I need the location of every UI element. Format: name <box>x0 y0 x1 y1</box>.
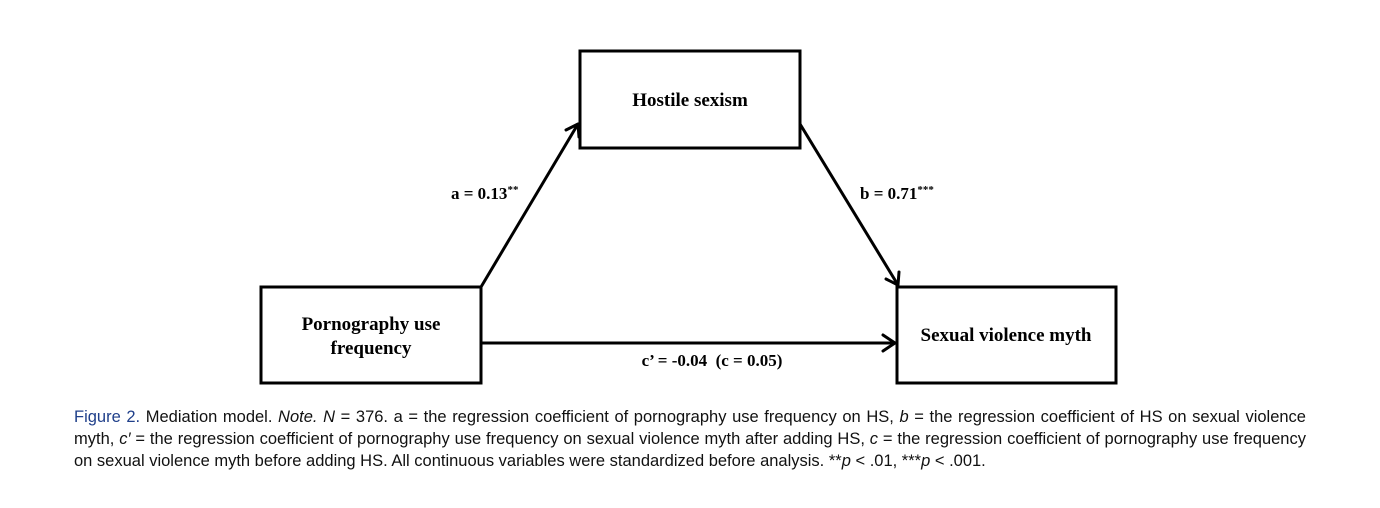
path-a-arrow <box>481 124 579 287</box>
caption-text-4: = the regression coefficient of HS on sexual violence myth, <box>74 408 1306 448</box>
node-sexual-violence-myth-label: Sexual violence myth <box>920 325 1092 346</box>
figure-caption <box>74 406 1306 472</box>
caption-c-prime-symbol: c′ <box>119 430 131 448</box>
caption-p-symbol-1: p <box>841 452 851 470</box>
node-sexual-violence-myth <box>897 287 1116 383</box>
caption-text-1: Mediation model. <box>140 408 279 426</box>
node-pornography-use-frequency <box>261 287 481 383</box>
path-b-arrow <box>800 124 899 285</box>
path-c-prime-arrow <box>481 335 895 351</box>
path-b-label <box>860 184 934 203</box>
node-pornography-label-line1: Pornography use <box>301 314 441 335</box>
caption-n-symbol: N <box>323 408 336 426</box>
path-b-significance: *** <box>917 184 934 196</box>
caption-text-7: < .01, *** <box>850 452 922 470</box>
figure-label: Figure 2. <box>74 408 141 426</box>
path-a-significance: ** <box>507 184 519 196</box>
path-a-value: a = 0.13 <box>451 184 508 203</box>
path-c-prime-label: c’ = -0.04 (c = 0.05) <box>641 351 783 370</box>
caption-text-5: = the regression coefficient of pornography use frequency on sexual violence myth after adding HS, <box>130 430 870 448</box>
path-b-value: b = 0.71 <box>860 184 918 203</box>
path-a-label <box>451 184 519 203</box>
caption-text-8: < .001. <box>930 452 986 470</box>
node-hostile-sexism <box>580 51 800 148</box>
node-pornography-label-line2: frequency <box>330 338 412 359</box>
caption-text-3: = 376. a = the regression coefficient of pornography use frequency on HS, <box>335 408 900 426</box>
caption-note: Note. <box>278 408 318 426</box>
caption-text-6: = the regression coefficient of pornography use frequency on sexual violence myth before adding HS. All continuous variables were standardized before analysis. ** <box>74 430 1306 470</box>
caption-p-symbol-2: p <box>921 452 931 470</box>
caption-b-symbol: b <box>899 408 909 426</box>
node-hostile-sexism-label: Hostile sexism <box>632 90 748 111</box>
caption-c-symbol: c <box>869 430 879 448</box>
